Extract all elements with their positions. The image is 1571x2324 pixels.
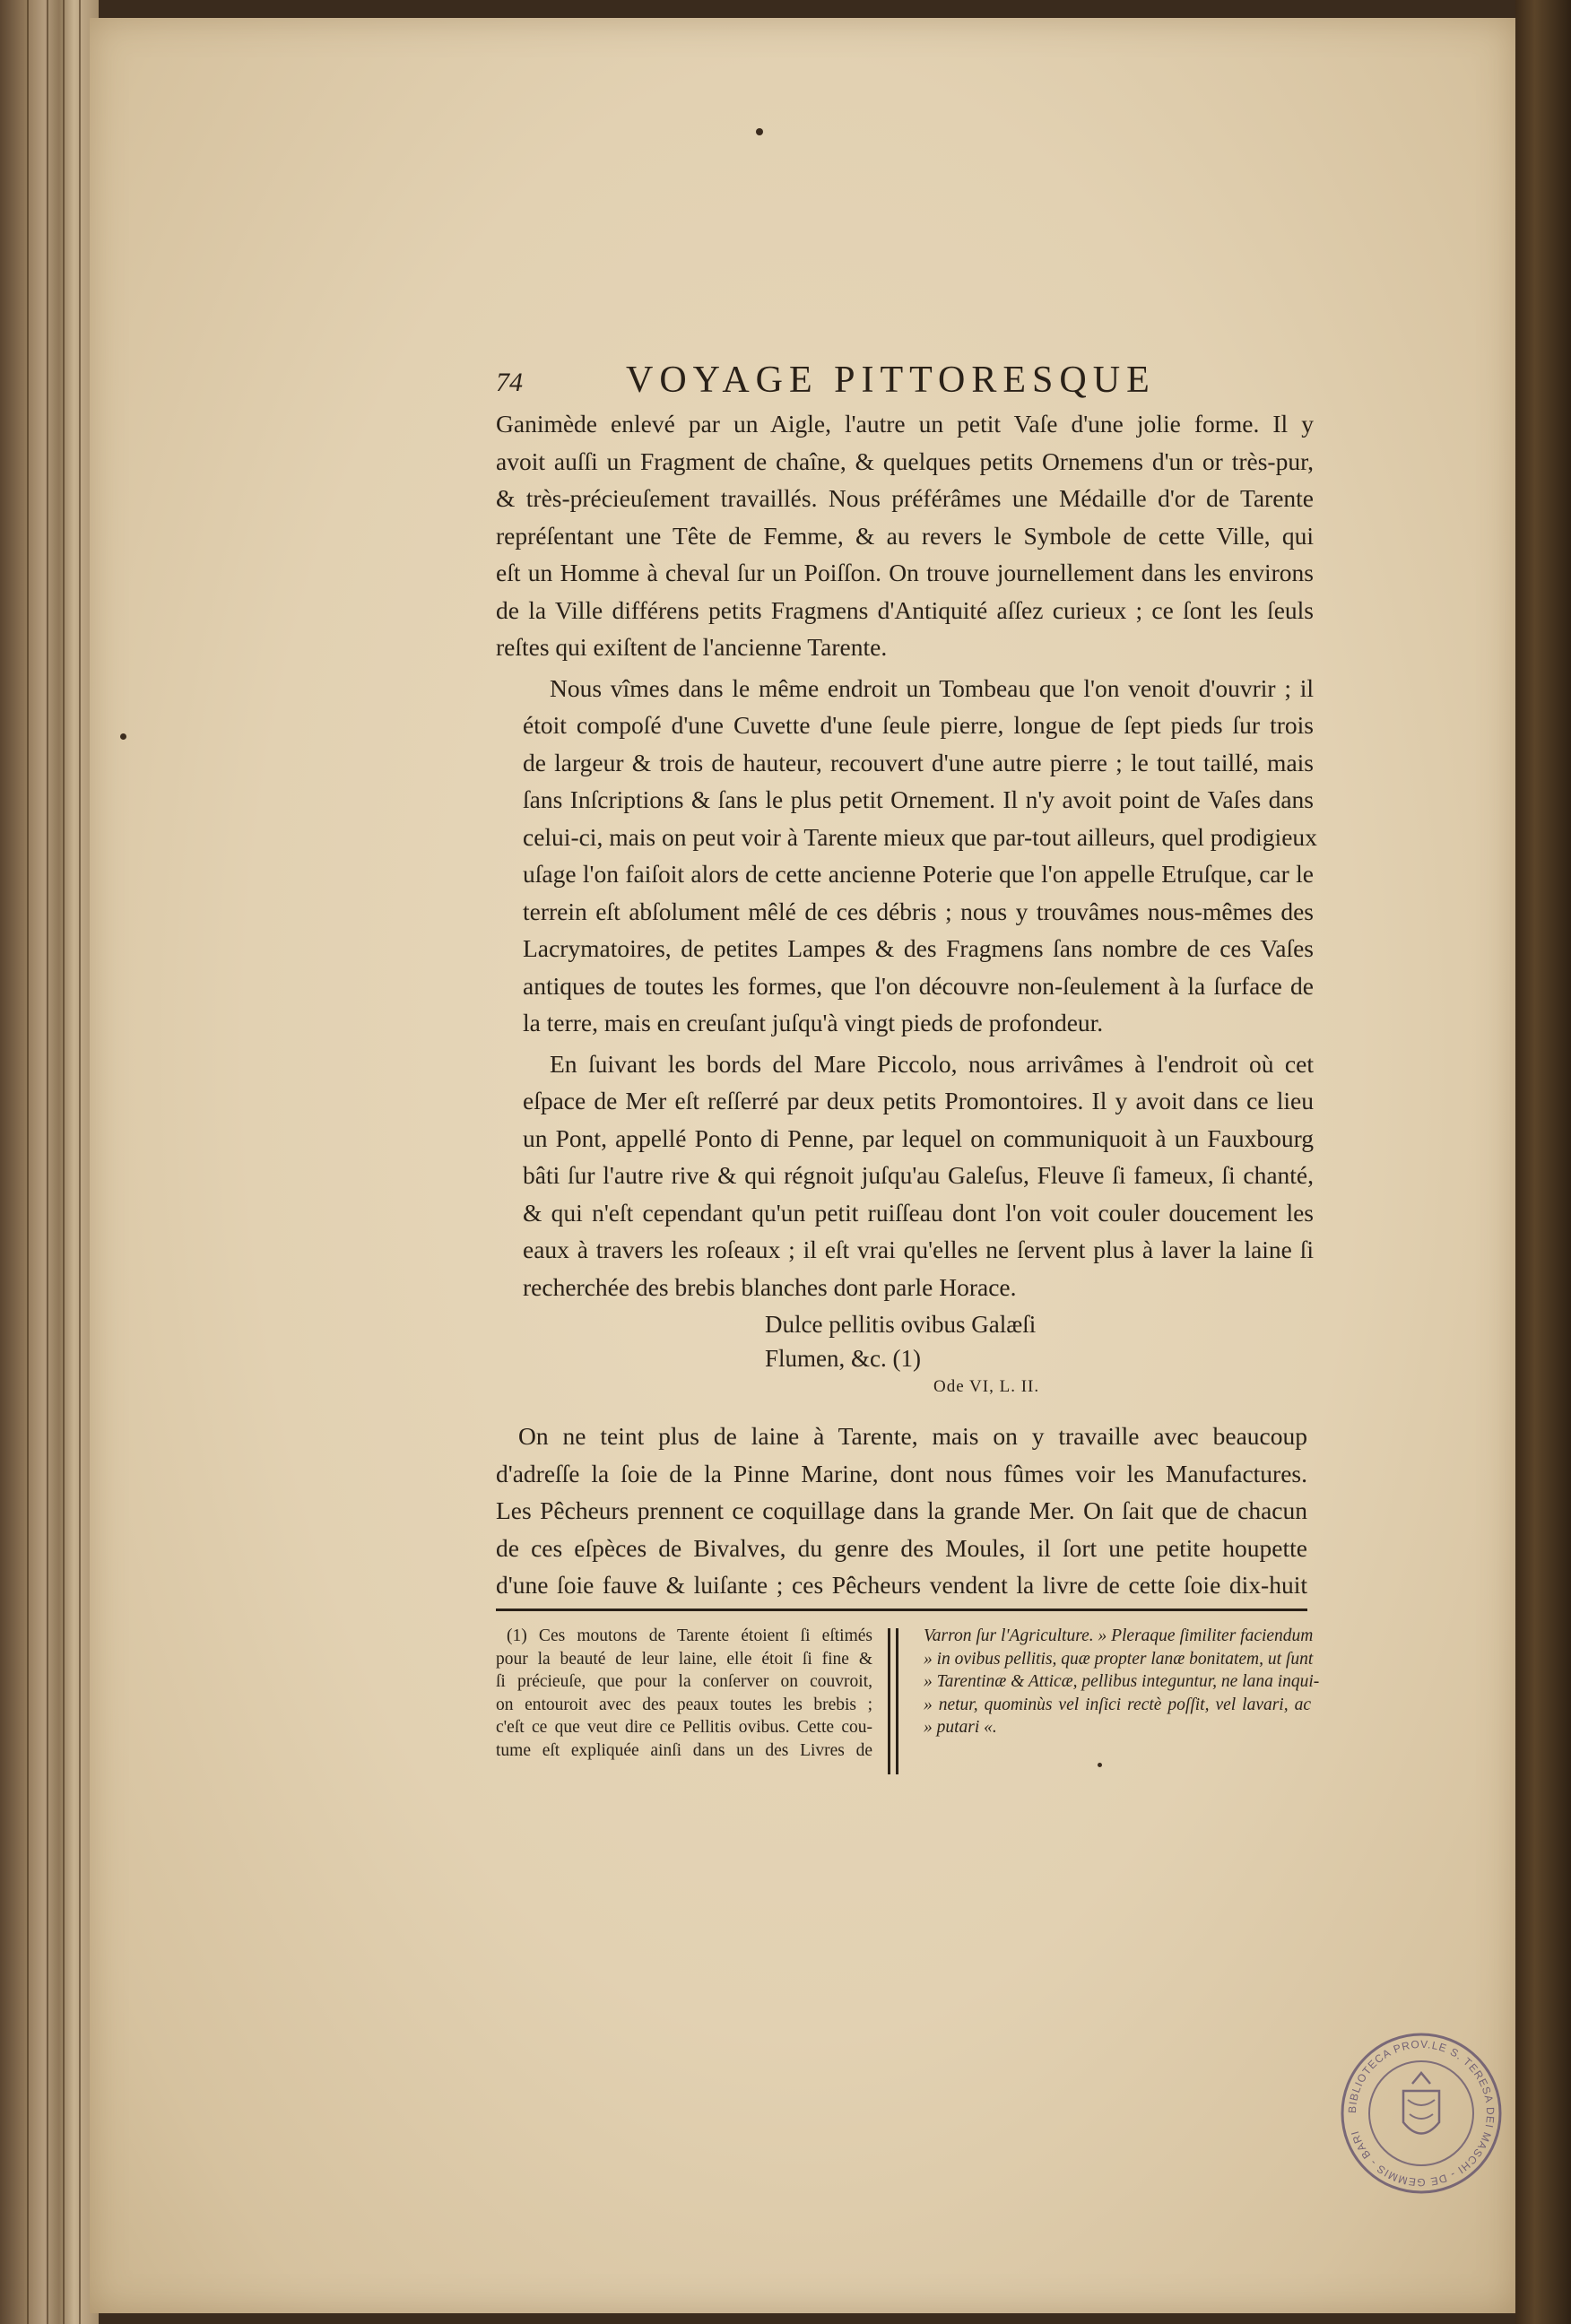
footnote-line: pour la beauté de leur laine, elle étoit ſi fine & (496, 1649, 872, 1669)
text-line: repréſentant une Tête de Femme, & au revers le Symbole de cette Ville, qui (496, 521, 1314, 550)
text-line: eſpace de Mer eſt reſſerré par deux petits Promontoires. Il y avoit dans ce lieu (523, 1087, 1314, 1114)
footnote-left-column (496, 1625, 872, 1762)
edge-line (47, 0, 48, 2324)
text-line: d'adreſſe la ſoie de la Pinne Marine, dont nous fûmes voir les Manufactures. (496, 1459, 1307, 1487)
text-line: Ganimède enlevé par un Aigle, l'autre un petit Vaſe d'une jolie forme. Il y (496, 410, 1314, 438)
svg-text:BIBLIOTECA PROV.LE S. TERESA D: BIBLIOTECA PROV.LE S. TERESA DEI MASCHI - DE GEMMIS - BARI (1345, 2037, 1497, 2190)
text-line: uſage l'on faiſoit alors de cette ancienne Poterie que l'on appelle Etruſque, car le (523, 860, 1314, 888)
text-line: & qui n'eſt cependant qu'un petit ruiſſeau dont l'on voit couler doucement les (523, 1198, 1314, 1227)
paragraph (496, 405, 1314, 666)
text-line: la terre, mais en creuſant juſqu'à vingt pieds de profondeur. (523, 1009, 1104, 1036)
text-line: Les Pêcheurs prennent ce coquillage dans la grande Mer. On ſait que de chacun (496, 1496, 1307, 1524)
footnote-right-column (924, 1625, 1320, 1739)
running-title: VOYAGE PITTORESQUE (626, 360, 1156, 401)
book-edge (0, 0, 99, 2324)
text-line: de la Ville différens petits Fragmens d'Antiquité aſſez curieux ; ce ſont les ſeuls (496, 595, 1314, 624)
quote-line: Dulce pellitis ovibus Galæſi (765, 1311, 1037, 1338)
text-line: de ces eſpèces de Bivalves, du genre des Moules, il ſort une petite houpette (496, 1533, 1307, 1562)
footnote-line: » putari «. (924, 1718, 997, 1737)
footnote-line: » in ovibus pellitis, quæ propter lanæ bonitatem, ut ſunt (924, 1649, 1314, 1669)
footnote-line: tume eſt expliquée ainſi dans un des Livres de (496, 1740, 872, 1760)
paragraph (496, 670, 1317, 1042)
text-line: eſt un Homme à cheval ſur un Poiſſon. On trouve journellement dans les environs (496, 559, 1314, 586)
main-text (496, 405, 1317, 1305)
text-line: recherchée des brebis blanches dont parle Horace. (523, 1272, 1017, 1301)
quote-citation: Ode VI, L. II. (933, 1377, 1040, 1396)
text-line: reſtes qui exiſtent de l'ancienne Tarente. (496, 633, 888, 661)
footnote-line: c'eſt ce que veut dire ce Pellitis ovibus. Cette cou- (496, 1718, 872, 1737)
latin-quote (765, 1307, 1124, 1399)
paragraph (496, 1045, 1314, 1306)
text-line: celui-ci, mais on peut voir à Tarente mieux que par-tout ailleurs, quel prodigieux (523, 822, 1317, 851)
text-line: étoit compoſé d'une Cuvette d'une ſeule pierre, longue de ſept pieds ſur trois (523, 711, 1314, 739)
footnote-line: ſi précieuſe, que pour la conſerver on couvroit, (496, 1672, 872, 1691)
edge-line (27, 0, 29, 2324)
text-line: & très-précieuſement travaillés. Nous préférâmes une Médaille d'or de Tarente (496, 484, 1314, 512)
ink-spot (120, 733, 126, 740)
footnote-line: » Tarentinæ & Atticæ, pellibus integuntur, ne lana inqui- (924, 1672, 1320, 1691)
text-line: antiques de toutes les formes, que l'on découvre non-ſeulement à la ſurface de (523, 971, 1314, 1000)
text-line: d'une ſoie fauve & luiſante ; ces Pêcheurs vendent la livre de cette ſoie dix-huit (496, 1571, 1307, 1599)
ink-spot (1098, 1763, 1102, 1767)
quote-line: Flumen, &c. (1) (765, 1345, 921, 1372)
page-header (496, 359, 1195, 409)
ink-spot (756, 128, 763, 135)
text-line: de largeur & trois de hauteur, recouvert d'une autre pierre ; le tout taillé, mais (523, 748, 1314, 776)
library-stamp (1336, 2028, 1506, 2198)
text-line: En ſuivant les bords del Mare Piccolo, nous arrivâmes à l'endroit où cet (550, 1049, 1314, 1078)
text-line: Nous vîmes dans le même endroit un Tombeau que l'on venoit d'ouvrir ; il (550, 673, 1314, 702)
edge-line (63, 0, 65, 2324)
paragraph (496, 1418, 1307, 1604)
right-page-edge (1515, 0, 1571, 2324)
text-line: terrein eſt abſolument mêlé de ces débris ; nous y trouvâmes nous-mêmes des (523, 897, 1314, 925)
column-divider (888, 1628, 898, 1774)
text-line: Lacrymatoires, de petites Lampes & des Fragmens ſans nombre de ces Vaſes (523, 934, 1314, 962)
text-line: eaux à travers les roſeaux ; il eſt vrai qu'elles ne ſervent plus à laver la laine ſi (523, 1236, 1314, 1263)
footnote-line: (1) Ces moutons de Tarente étoient ſi eſtimés (507, 1626, 872, 1645)
main-text-continued (496, 1418, 1307, 1604)
text-line: On ne teint plus de laine à Tarente, mais on y travaille avec beaucoup (518, 1422, 1307, 1450)
page-number: 74 (496, 368, 523, 397)
text-line: un Pont, appellé Ponto di Penne, par lequel on communiquoit à un Fauxbourg (523, 1123, 1314, 1152)
footnote-line: on entouroit avec des peaux toutes les brebis ; (496, 1695, 872, 1714)
text-line: avoit auſſi un Fragment de chaîne, & quelques petits Ornemens d'un or très-pur, (496, 447, 1314, 475)
footnote-rule (496, 1609, 1307, 1611)
text-line: ſans Inſcriptions & ſans le plus petit Ornement. Il n'y avoit point de Vaſes dans (523, 785, 1314, 813)
text-line: bâti ſur l'autre rive & qui régnoit juſqu'au Galeſus, Fleuve ſi fameux, ſi chanté, (523, 1161, 1314, 1189)
edge-line (79, 0, 81, 2324)
footnote-line: Varron ſur l'Agriculture. » Pleraque ſimiliter faciendum (924, 1626, 1314, 1645)
footnote-line: » netur, quominùs vel inſici rectè poſſit, vel lavari, ac (924, 1695, 1311, 1714)
